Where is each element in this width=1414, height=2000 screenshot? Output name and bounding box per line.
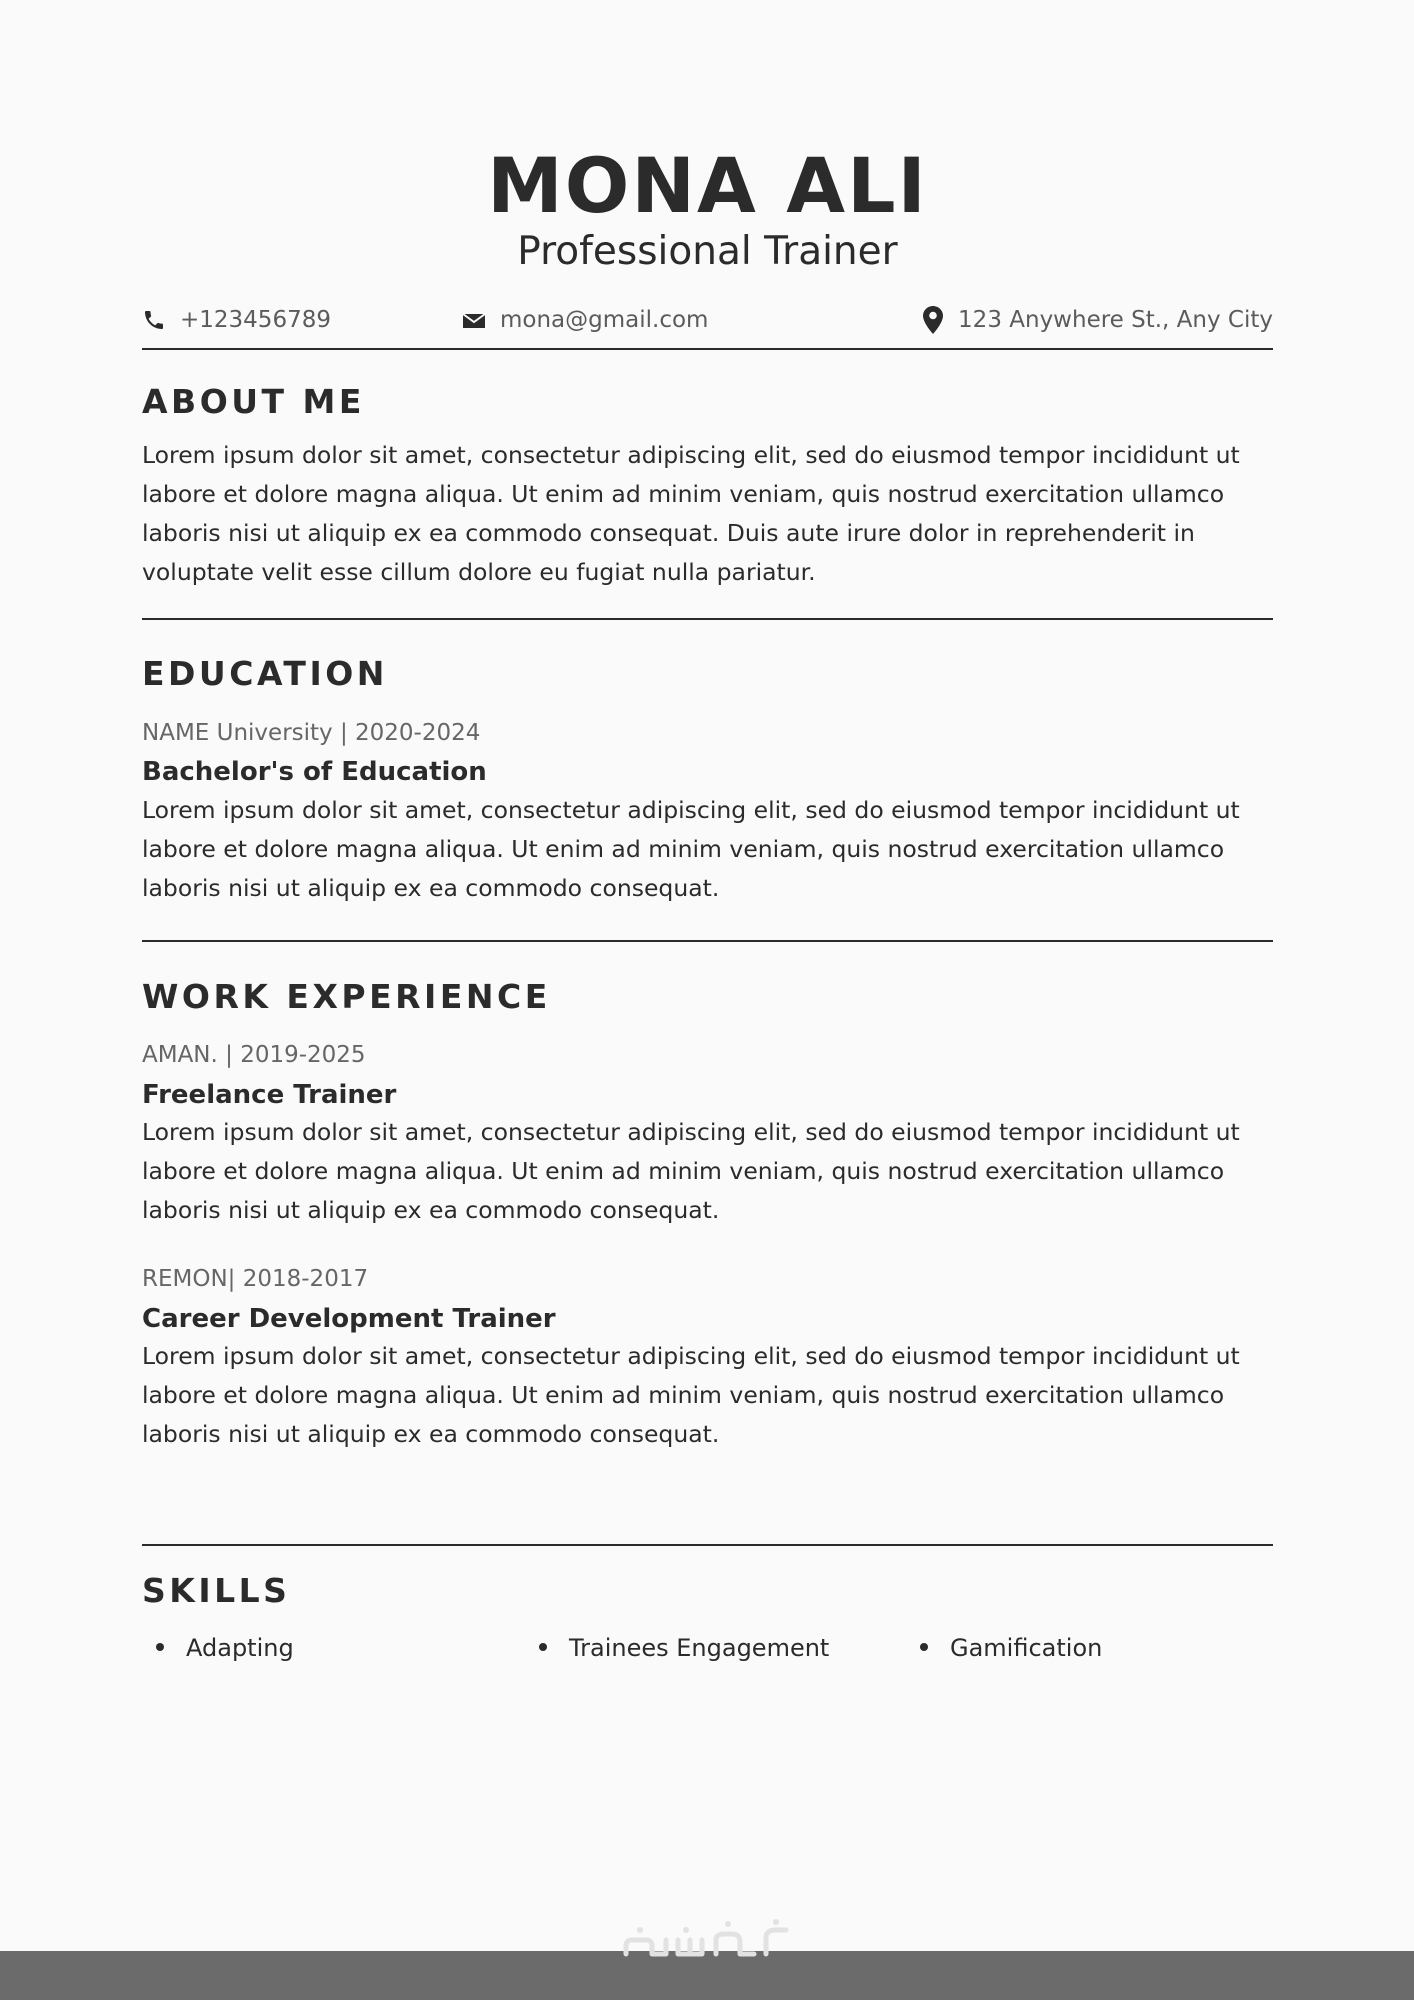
candidate-role: Professional Trainer — [517, 229, 898, 274]
watermark-logo-icon — [620, 1918, 794, 1964]
work-item-title: Career Development Trainer — [142, 1304, 556, 1334]
skills-list — [142, 1630, 1273, 1666]
education-title: Bachelor's of Education — [142, 757, 487, 787]
skill-item — [156, 1630, 294, 1666]
phone-icon — [142, 308, 166, 332]
divider — [142, 940, 1273, 942]
email-address: mona@gmail.com — [500, 307, 709, 333]
work-item-meta: REMON| 2018-2017 — [142, 1266, 369, 1292]
skill-label: Adapting — [186, 1634, 294, 1662]
divider — [142, 1544, 1273, 1546]
bullet-icon — [156, 1643, 164, 1651]
contact-email — [462, 302, 708, 338]
work-item-text: Lorem ipsum dolor sit amet, consectetur adipiscing elit, sed do eiusmod tempor incididunt ut labore et dolore magna aliqua. Ut enim ad minim veniam, quis nostrud exercitation ullamco laboris nisi ut aliquip ex ea commodo consequat. — [142, 1118, 1240, 1224]
address-text: 123 Anywhere St., Any City — [958, 307, 1273, 333]
education-text: Lorem ipsum dolor sit amet, consectetur adipiscing elit, sed do eiusmod tempor incididunt ut labore et dolore magna aliqua. Ut enim ad minim veniam, quis nostrud exercitation ullamco laboris nisi ut aliquip ex ea commodo consequat. — [142, 796, 1240, 902]
skill-item — [539, 1630, 829, 1666]
candidate-name: MONA ALI — [487, 141, 928, 230]
work-item-title: Freelance Trainer — [142, 1080, 397, 1110]
about-text: Lorem ipsum dolor sit amet, consectetur adipiscing elit, sed do eiusmod tempor incididunt ut labore et dolore magna aliqua. Ut enim ad minim veniam, quis nostrud exercitation ullamco laboris nisi ut aliquip ex ea commodo consequat. Duis aute irure dolor in reprehenderit in voluptate velit esse cillum dolore eu fugiat nulla pariatur. — [142, 441, 1240, 586]
education-heading: EDUCATION — [142, 654, 388, 693]
divider — [142, 348, 1273, 350]
work-heading: WORK EXPERIENCE — [142, 977, 551, 1016]
work-item-meta: AMAN. | 2019-2025 — [142, 1042, 366, 1068]
location-pin-icon — [922, 305, 944, 335]
work-item-text: Lorem ipsum dolor sit amet, consectetur adipiscing elit, sed do eiusmod tempor incididunt ut labore et dolore magna aliqua. Ut enim ad minim veniam, quis nostrud exercitation ullamco laboris nisi ut aliquip ex ea commodo consequat. — [142, 1342, 1240, 1448]
bullet-icon — [539, 1643, 547, 1651]
divider — [142, 618, 1273, 620]
education-meta: NAME University | 2020-2024 — [142, 720, 481, 746]
mail-icon — [462, 311, 486, 329]
skills-heading: SKILLS — [142, 1571, 291, 1610]
skill-label: Gamification — [950, 1634, 1103, 1662]
phone-number: +123456789 — [180, 307, 331, 333]
about-heading: ABOUT ME — [142, 382, 365, 421]
skill-label: Trainees Engagement — [569, 1634, 830, 1662]
contact-phone — [142, 302, 331, 338]
contact-address — [922, 302, 1273, 338]
contact-bar — [142, 302, 1273, 338]
bullet-icon — [920, 1643, 928, 1651]
skill-item — [920, 1630, 1102, 1666]
